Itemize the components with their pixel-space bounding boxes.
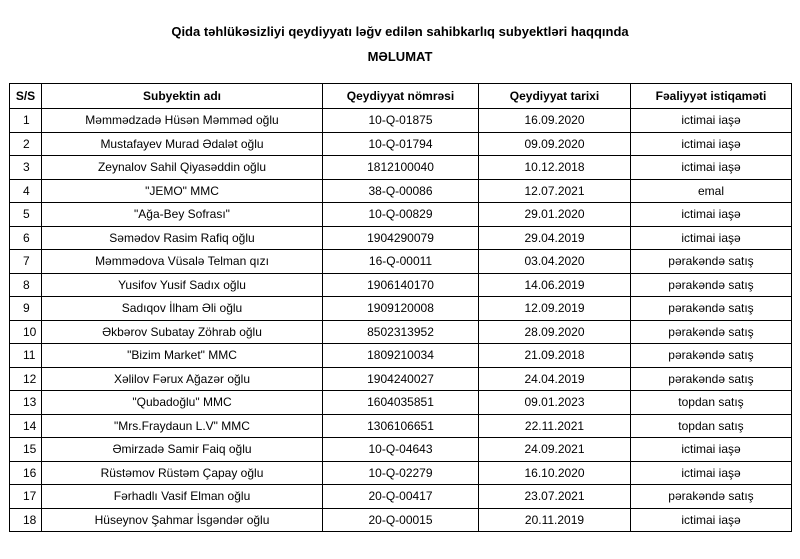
header-activity: Fəaliyyət istiqaməti [631,84,792,109]
cell-registration-number: 16-Q-00011 [323,250,479,274]
cell-registration-number: 10-Q-02279 [323,461,479,485]
cell-ss: 14 [10,414,42,438]
cell-registration-number: 1809210034 [323,344,479,368]
cell-subject-name: "Mrs.Fraydaun L.V" MMC [42,414,323,438]
table-row [10,250,792,274]
table-body [10,109,792,532]
cell-activity: pərakəndə satış [631,250,792,274]
cell-ss: 1 [10,109,42,133]
table-row [10,414,792,438]
header-registration-number: Qeydiyyat nömrəsi [323,84,479,109]
table-row [10,391,792,415]
cell-ss: 13 [10,391,42,415]
header-registration-date: Qeydiyyat tarixi [479,84,631,109]
cell-ss: 10 [10,320,42,344]
cell-subject-name: Rüstəmov Rüstəm Çapay oğlu [42,461,323,485]
cell-registration-date: 24.04.2019 [479,367,631,391]
cell-subject-name: Əmirzadə Samir Faiq oğlu [42,438,323,462]
cell-activity: ictimai iaşə [631,508,792,532]
cell-registration-number: 1904290079 [323,226,479,250]
cell-subject-name: Mustafayev Murad Ədalət oğlu [42,132,323,156]
cell-activity: ictimai iaşə [631,156,792,180]
header-ss: S/S [10,84,42,109]
cell-registration-number: 20-Q-00417 [323,485,479,509]
table-row [10,367,792,391]
cell-subject-name: Əkbərov Subatay Zöhrab oğlu [42,320,323,344]
table-row [10,485,792,509]
cell-ss: 17 [10,485,42,509]
cell-activity: pərakəndə satış [631,485,792,509]
cell-ss: 7 [10,250,42,274]
cell-registration-number: 10-Q-01875 [323,109,479,133]
cell-registration-number: 1906140170 [323,273,479,297]
header-subject-name: Subyektin adı [42,84,323,109]
cell-registration-date: 10.12.2018 [479,156,631,180]
cell-registration-number: 1904240027 [323,367,479,391]
cell-ss: 11 [10,344,42,368]
cell-registration-date: 12.09.2019 [479,297,631,321]
cell-activity: ictimai iaşə [631,226,792,250]
table-row [10,273,792,297]
cell-registration-number: 38-Q-00086 [323,179,479,203]
table-row [10,156,792,180]
cell-subject-name: "Qubadoğlu" MMC [42,391,323,415]
cell-registration-date: 09.01.2023 [479,391,631,415]
cell-registration-number: 1604035851 [323,391,479,415]
cell-registration-number: 1306106651 [323,414,479,438]
table-row [10,226,792,250]
table-row [10,297,792,321]
cell-activity: ictimai iaşə [631,203,792,227]
cell-registration-date: 03.04.2020 [479,250,631,274]
registry-table [9,83,792,532]
cell-subject-name: Sadıqov İlham Əli oğlu [42,297,323,321]
cell-ss: 3 [10,156,42,180]
cell-activity: topdan satış [631,391,792,415]
cell-activity: topdan satış [631,414,792,438]
cell-activity: ictimai iaşə [631,109,792,133]
cell-activity: emal [631,179,792,203]
cell-registration-date: 22.11.2021 [479,414,631,438]
table-row [10,320,792,344]
cell-activity: ictimai iaşə [631,438,792,462]
cell-subject-name: "Ağa-Bey Sofrası" [42,203,323,227]
cell-registration-date: 14.06.2019 [479,273,631,297]
table-row [10,203,792,227]
table-row [10,344,792,368]
cell-ss: 6 [10,226,42,250]
cell-activity: ictimai iaşə [631,132,792,156]
table-row [10,109,792,133]
cell-registration-date: 12.07.2021 [479,179,631,203]
table-row [10,461,792,485]
cell-activity: ictimai iaşə [631,461,792,485]
cell-activity: pərakəndə satış [631,367,792,391]
table-row [10,438,792,462]
cell-ss: 2 [10,132,42,156]
cell-subject-name: Xəlilov Fərux Ağazər oğlu [42,367,323,391]
cell-activity: pərakəndə satış [631,297,792,321]
cell-ss: 8 [10,273,42,297]
cell-ss: 15 [10,438,42,462]
cell-registration-date: 20.11.2019 [479,508,631,532]
cell-ss: 12 [10,367,42,391]
cell-subject-name: "JEMO" MMC [42,179,323,203]
cell-ss: 18 [10,508,42,532]
cell-registration-date: 28.09.2020 [479,320,631,344]
cell-activity: pərakəndə satış [631,273,792,297]
cell-registration-number: 10-Q-04643 [323,438,479,462]
cell-registration-date: 24.09.2021 [479,438,631,462]
cell-subject-name: Fərhadlı Vasif Elman oğlu [42,485,323,509]
table-row [10,132,792,156]
cell-subject-name: Zeynalov Sahil Qiyasəddin oğlu [42,156,323,180]
table-row [10,508,792,532]
document-subtitle: MƏLUMAT [367,49,433,64]
cell-subject-name: "Bizim Market" MMC [42,344,323,368]
cell-registration-date: 21.09.2018 [479,344,631,368]
document-title: Qida təhlükəsizliyi qeydiyyatı ləğv edilən sahibkarlıq subyektləri haqqında [171,24,629,39]
cell-registration-number: 10-Q-01794 [323,132,479,156]
cell-registration-number: 8502313952 [323,320,479,344]
cell-registration-number: 10-Q-00829 [323,203,479,227]
cell-ss: 4 [10,179,42,203]
table-header-row [10,84,792,109]
table-row [10,179,792,203]
cell-ss: 16 [10,461,42,485]
cell-ss: 9 [10,297,42,321]
cell-registration-date: 16.09.2020 [479,109,631,133]
cell-subject-name: Səmədov Rasim Rafiq oğlu [42,226,323,250]
cell-registration-date: 23.07.2021 [479,485,631,509]
cell-registration-number: 20-Q-00015 [323,508,479,532]
cell-subject-name: Məmmədova Vüsalə Telman qızı [42,250,323,274]
cell-ss: 5 [10,203,42,227]
cell-subject-name: Hüseynov Şahmar İsgəndər oğlu [42,508,323,532]
cell-registration-number: 1812100040 [323,156,479,180]
cell-activity: pərakəndə satış [631,320,792,344]
cell-registration-date: 09.09.2020 [479,132,631,156]
cell-activity: pərakəndə satış [631,344,792,368]
cell-registration-date: 16.10.2020 [479,461,631,485]
cell-registration-date: 29.01.2020 [479,203,631,227]
cell-subject-name: Məmmədzadə Hüsən Məmməd oğlu [42,109,323,133]
cell-registration-date: 29.04.2019 [479,226,631,250]
cell-registration-number: 1909120008 [323,297,479,321]
cell-subject-name: Yusifov Yusif Sadıx oğlu [42,273,323,297]
